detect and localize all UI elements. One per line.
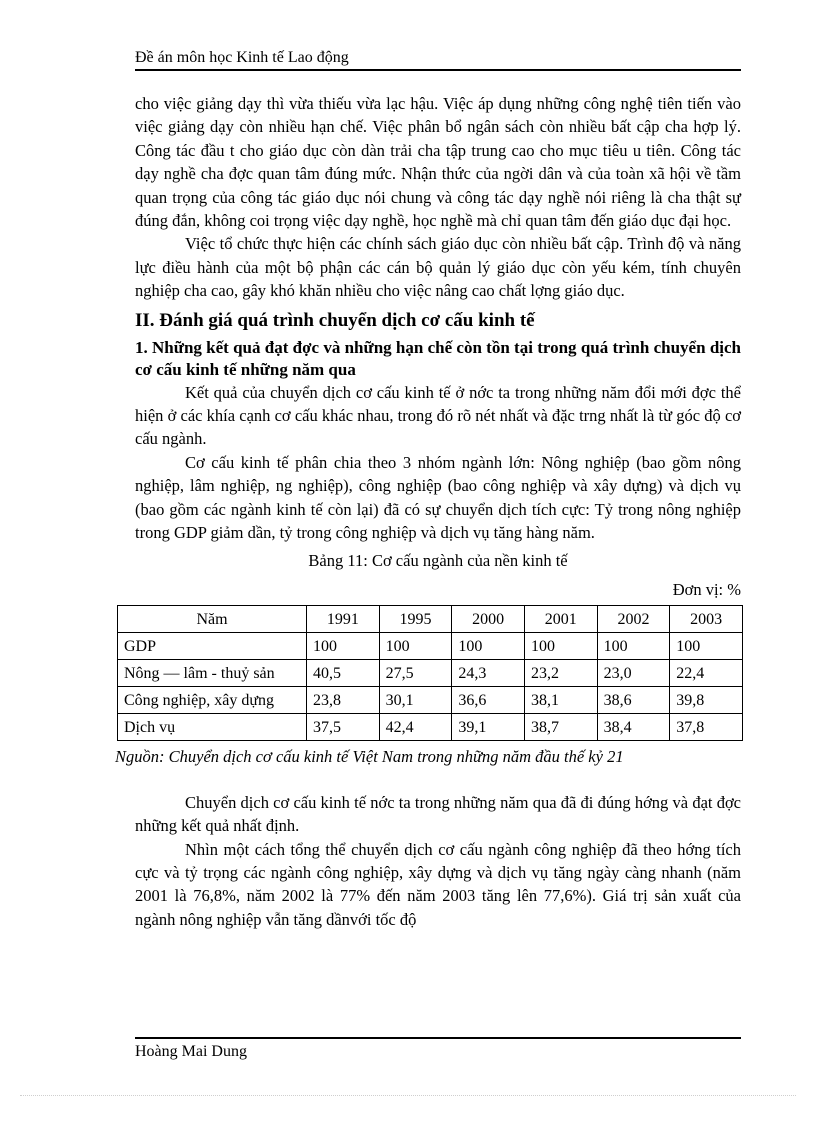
table-cell: 37,8 — [670, 714, 743, 741]
table-cell: 30,1 — [379, 687, 452, 714]
paragraph: Cơ cấu kinh tế phân chia theo 3 nhóm ngành lớn: Nông nghiệp (bao gồm nông nghiệp, lâm nghiệp, ng nghiệp), công nghiệp (bao công nghiệp và xây dựng) và dịch vụ (bao gồm các ngành kinh tế còn lại) đã có sự chuyển dịch tích cực: Tỷ trong nông nghiệp trong GDP giảm dần, tỷ trong công nghiệp và dịch vụ tăng hàng năm. — [135, 452, 741, 543]
table-header-cell: Năm — [118, 606, 307, 633]
table-cell: 23,2 — [524, 660, 597, 687]
table-cell: 38,7 — [524, 714, 597, 741]
table-cell: 38,6 — [597, 687, 670, 714]
table-cell: Dịch vụ — [118, 714, 307, 741]
economic-structure-table — [117, 605, 743, 741]
paragraph: Nhìn một cách tổng thể chuyển dịch cơ cấu ngành công nghiệp đã theo hớng tích cực và tỷ trọng các ngành công nghiệp, xây dựng và dịch vụ tăng ngày càng nhanh (năm 2001 là 76,8%, năm 2002 là 77% đến năm 2003 tăng lên 77,6%). Giá trị sản xuất của ngành nông nghiệp vẫn tăng dầnvới tốc độ — [135, 839, 741, 929]
table-header-cell: 1995 — [379, 606, 452, 633]
table-cell: 100 — [452, 633, 525, 660]
table-cell: Công nghiệp, xây dựng — [118, 687, 307, 714]
paragraph: Chuyển dịch cơ cấu kinh tế nớc ta trong những năm qua đã đi đúng hớng và đạt đợc những kết quả nhất định. — [135, 792, 741, 836]
table-cell: Nông — lâm - thuỷ sản — [118, 660, 307, 687]
table-cell: 100 — [597, 633, 670, 660]
table-cell: 100 — [524, 633, 597, 660]
table-cell: 100 — [670, 633, 743, 660]
subsection-heading: 1. Những kết quả đạt đợc và những hạn chế còn tồn tại trong quá trình chuyển dịch cơ cấu kinh tế những năm qua — [135, 337, 741, 379]
paragraph: cho việc giảng dạy thì vừa thiếu vừa lạc hậu. Việc áp dụng những công nghệ tiên tiến vào việc giảng dạy còn nhiều hạn chế. Việc phân bổ ngân sách còn nhiều bất cập cha hợp lý. Công tác đầu t cho giáo dục còn dàn trải cha tập trung cao cho mục tiêu u tiên. Công tác dạy nghề cha đợc quan tâm đúng mức. Nhận thức của ngời dân và của toàn xã hội về tầm quan trọng của công tác giáo dục nói chung và công tác dạy nghề nói riêng là cha thật sự đúng đắn, không coi trọng việc dạy nghề, học nghề mà chỉ quan tâm đến giáo dục đại học. — [135, 94, 741, 231]
table-cell: 36,6 — [452, 687, 525, 714]
table-header-cell: 2003 — [670, 606, 743, 633]
spacer — [135, 769, 741, 791]
table-header-row — [118, 606, 743, 633]
table-cell: 27,5 — [379, 660, 452, 687]
table-cell: 39,8 — [670, 687, 743, 714]
table-header-cell: 2002 — [597, 606, 670, 633]
page-footer: Hoàng Mai Dung — [135, 1037, 741, 1061]
page-content — [115, 92, 741, 931]
table-header-cell: 2001 — [524, 606, 597, 633]
table-row — [118, 714, 743, 741]
table-unit: Đơn vị: % — [672, 579, 741, 599]
page-edge-divider — [20, 1095, 796, 1096]
table-cell: 22,4 — [670, 660, 743, 687]
table-cell: 100 — [307, 633, 380, 660]
table-caption: Bảng 11: Cơ cấu ngành của nền kinh tế — [308, 550, 568, 570]
table-header-cell: 2000 — [452, 606, 525, 633]
table-cell: 40,5 — [307, 660, 380, 687]
table-cell: 23,0 — [597, 660, 670, 687]
page-header: Đề án môn học Kinh tế Lao động — [135, 48, 741, 71]
table-cell: 37,5 — [307, 714, 380, 741]
table-cell: 100 — [379, 633, 452, 660]
table-cell: 39,1 — [452, 714, 525, 741]
table-cell: 23,8 — [307, 687, 380, 714]
table-header-cell: 1991 — [307, 606, 380, 633]
table-cell: 38,4 — [597, 714, 670, 741]
paragraph: Kết quả của chuyển dịch cơ cấu kinh tế ở nớc ta trong những năm đổi mới đợc thể hiện ở các khía cạnh cơ cấu khác nhau, trong đó rõ nét nhất và đặc trng nhất là từ góc độ cơ cấu ngành. — [135, 382, 741, 449]
table-cell: GDP — [118, 633, 307, 660]
table-row — [118, 687, 743, 714]
table-row — [118, 633, 743, 660]
table-cell: 24,3 — [452, 660, 525, 687]
paragraph: Việc tổ chức thực hiện các chính sách giáo dục còn nhiều bất cập. Trình độ và năng lực điều hành của một bộ phận các cán bộ quản lý giáo dục còn yếu kém, tính chuyên nghiệp cha cao, gây khó khăn nhiều cho việc nâng cao chất lợng giáo dục. — [135, 234, 741, 301]
table-cell: 42,4 — [379, 714, 452, 741]
table-cell: 38,1 — [524, 687, 597, 714]
section-heading: II. Đánh giá quá trình chuyển dịch cơ cấu kinh tế — [135, 309, 535, 331]
table-row — [118, 660, 743, 687]
table-source: Nguồn: Chuyển dịch cơ cấu kinh tế Việt Nam trong những năm đầu thế kỷ 21 — [115, 747, 624, 767]
